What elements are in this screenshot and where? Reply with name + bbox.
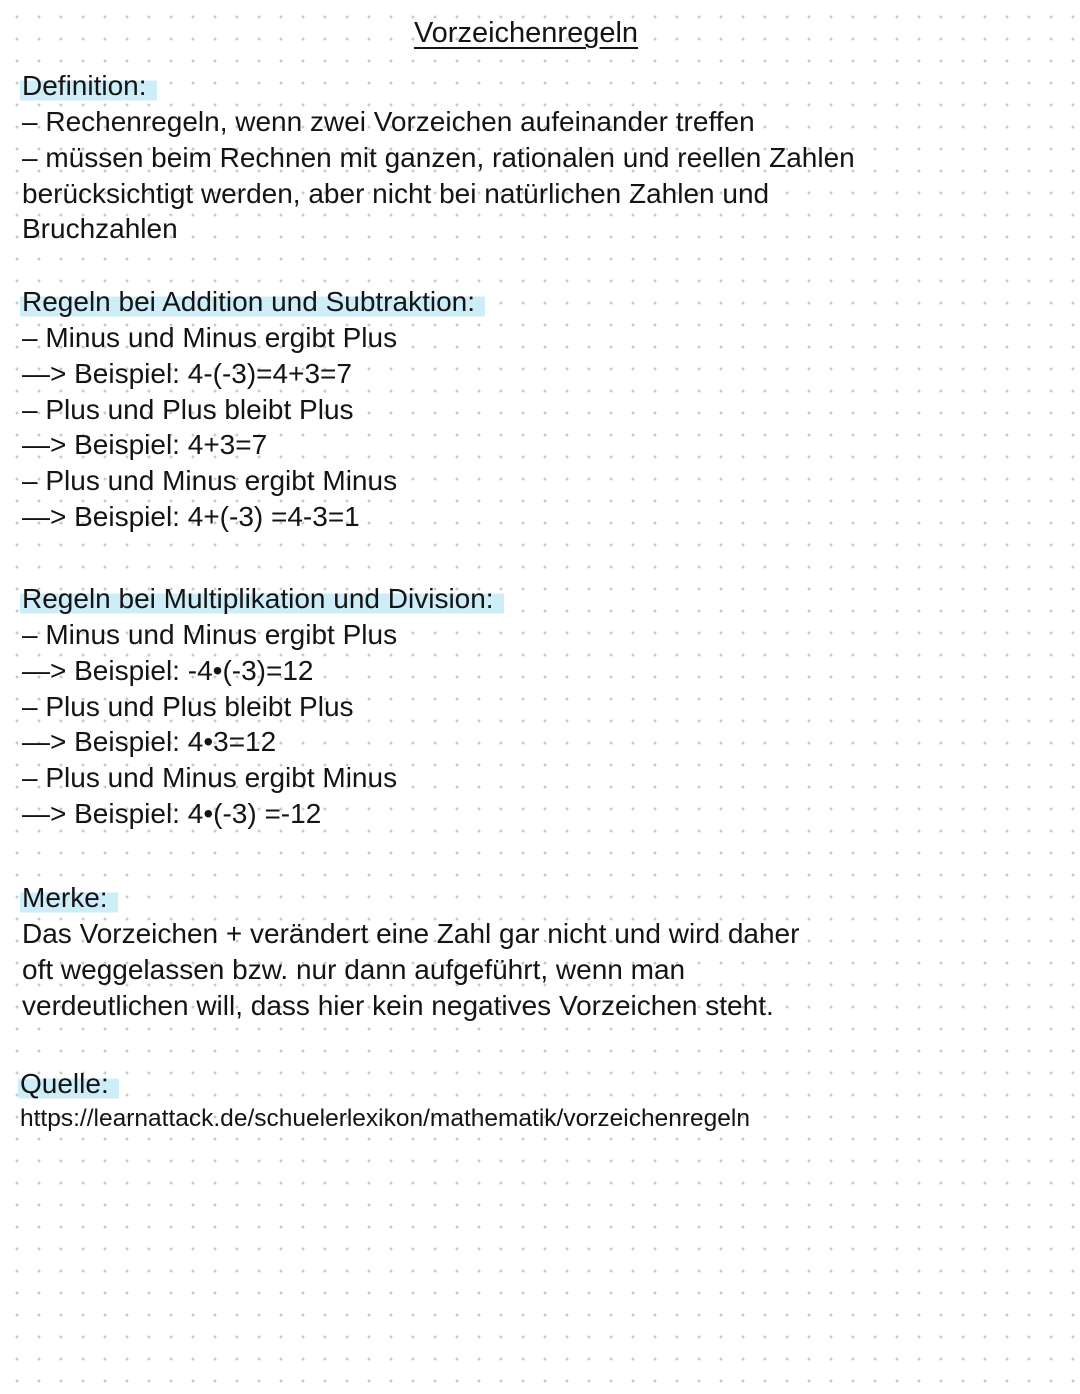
example-line: —> Beispiel: 4•3=12 — [22, 726, 277, 758]
addition-heading: Regeln bei Addition und Subtraktion: — [20, 284, 485, 320]
definition-heading: Definition: — [20, 68, 157, 104]
definition-line: – müssen beim Rechnen mit ganzen, rationalen und reellen Zahlen — [22, 141, 855, 173]
rule-line: – Plus und Plus bleibt Plus — [22, 690, 354, 722]
multiplication-section — [22, 581, 1062, 832]
definition-line: – Rechenregeln, wenn zwei Vorzeichen aufeinander treffen — [22, 106, 755, 137]
rule-line: – Plus und Minus ergibt Minus — [22, 762, 398, 794]
quelle-section — [20, 1066, 1060, 1136]
definition-section — [22, 68, 1062, 247]
page-title-text: Vorzeichenregeln — [413, 17, 639, 49]
merke-line: Das Vorzeichen + verändert eine Zahl gar nicht und wird daher — [22, 918, 800, 949]
merke-section — [22, 880, 1062, 1023]
example-line: —> Beispiel: -4•(-3)=12 — [22, 654, 314, 686]
merke-line: oft weggelassen bzw. nur dann aufgeführt, wenn man — [22, 953, 686, 985]
merke-heading: Merke: — [20, 880, 118, 916]
merke-line: verdeutlichen will, dass hier kein negatives Vorzeichen steht. — [22, 989, 774, 1021]
source-url: https://learnattack.de/schuelerlexikon/mathematik/vorzeichenregeln — [20, 1105, 750, 1132]
addition-section — [22, 284, 1062, 535]
example-line: —> Beispiel: 4+3=7 — [22, 429, 268, 461]
example-line: —> Beispiel: 4+(-3) =4-3=1 — [22, 500, 360, 532]
rule-line: – Minus und Minus ergibt Plus — [22, 619, 398, 650]
definition-line: berücksichtigt werden, aber nicht bei natürlichen Zahlen und — [22, 177, 770, 209]
page-title — [0, 14, 1052, 52]
definition-line: Bruchzahlen — [22, 213, 178, 245]
example-line: —> Beispiel: 4•(-3) =-12 — [22, 797, 322, 829]
rule-line: – Plus und Plus bleibt Plus — [22, 393, 354, 425]
rule-line: – Minus und Minus ergibt Plus — [22, 322, 398, 353]
quelle-heading: Quelle: — [18, 1066, 119, 1102]
example-line: —> Beispiel: 4-(-3)=4+3=7 — [22, 357, 352, 389]
multiplication-heading: Regeln bei Multiplikation und Division: — [20, 581, 504, 617]
rule-line: – Plus und Minus ergibt Minus — [22, 465, 398, 497]
